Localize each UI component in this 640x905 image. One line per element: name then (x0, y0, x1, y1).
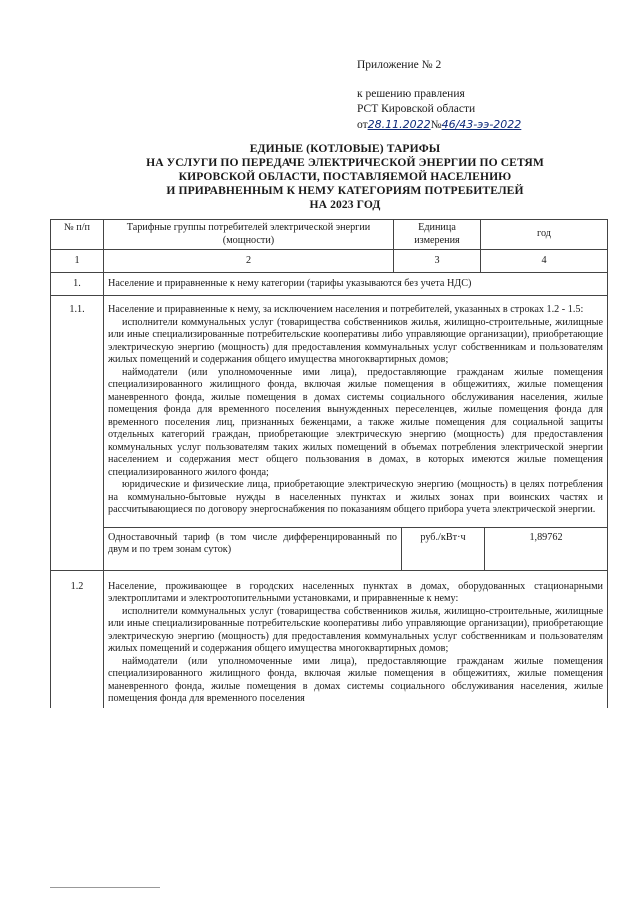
paragraph: исполнители коммунальных услуг (товарищества собственников жилья, жилищно-строительные, жилищные или иные специализированные потребительские кооперативы либо управляющие организации), приобретающие электрическую энергию (мощность) для предоставления коммунальных услуг собственникам и пользователям жилых помещений и содержания общего имущества многоквартирных домов; (108, 316, 603, 365)
tariff-unit: руб./кВт·ч (402, 527, 485, 570)
title-line-4: И ПРИРАВНЕННЫМ К НЕМУ КАТЕГОРИЯМ ПОТРЕБИТЕЛЕЙ (166, 184, 524, 197)
decision-date-line (357, 117, 521, 133)
tariff-value: 1,89762 (485, 527, 608, 570)
title-line-3: КИРОВСКОЙ ОБЛАСТИ, ПОСТАВЛЯЕМОЙ НАСЕЛЕНИЮ (178, 170, 512, 183)
paragraph: юридические и физические лица, приобретающие электрическую энергию (мощность) в целях потребления на коммунально-бытовые нужды в населенных пунктах и жилых зонах при воинских частях и рассчитывающиеся по договору энергоснабжения по показаниям общего прибора учета электрической энергии. (108, 479, 603, 515)
tariff-row (104, 527, 607, 570)
col-number-3: 3 (394, 250, 481, 273)
footer-divider (50, 887, 160, 888)
table-header-row (51, 220, 608, 250)
row-content (104, 296, 608, 571)
tariff-subtable (104, 527, 607, 570)
paragraph: исполнители коммунальных услуг (товарищества собственников жилья, жилищно-строительные, жилищные или иные специализированные потребительские кооперативы либо управляющие организации), приобретающие электрическую энергию (мощность) для предоставления коммунальных услуг собственникам и пользователям жилых помещений и содержания общего имущества многоквартирных домов; (108, 605, 603, 654)
table-row (51, 273, 608, 296)
decision-date: 28.11.2022 (367, 118, 431, 131)
row-text: Население и приравненные к нему категории (тарифы указываются без учета НДС) (104, 273, 608, 296)
document-title (80, 142, 610, 212)
organization-label: РСТ Кировской области (357, 103, 476, 115)
number-prefix: № (430, 119, 442, 131)
from-prefix: от (357, 119, 368, 131)
col-number-4: 4 (481, 250, 608, 273)
title-line-5: НА 2023 ГОД (309, 198, 381, 211)
title-line-2: НА УСЛУГИ ПО ПЕРЕДАЧЕ ЭЛЕКТРИЧЕСКОЙ ЭНЕРГИИ ПО СЕТЯМ (146, 156, 544, 169)
document-header (357, 58, 521, 133)
paragraph: наймодатели (или уполномоченные ими лица), предоставляющие гражданам жилые помещения специализированного жилищного фонда, включая жилые помещения в общежитиях, жилые помещения маневренного фонда, жилые помещения в домах системы социального обслуживания населения, жилые помещения фонда для временного поселения (108, 655, 603, 704)
col-number-2: 2 (104, 250, 394, 273)
tariff-table (50, 219, 608, 708)
paragraph: Население, проживающее в городских населенных пунктах в домах, оборудованных стационарными электроплитами и электроотопительными установками, и приравненные к нему: (108, 580, 603, 604)
row-number: 1.2 (51, 570, 104, 708)
tariff-label: Одноставочный тариф (в том числе дифференцированный по двум и по трем зонам суток) (104, 527, 402, 570)
paragraph: Население и приравненные к нему, за исключением населения и потребителей, указанных в строках 1.2 - 1.5: (108, 304, 584, 315)
row-number: 1. (51, 273, 104, 296)
title-line-1: ЕДИНЫЕ (КОТЛОВЫЕ) ТАРИФЫ (249, 142, 441, 155)
appendix-label: Приложение № 2 (357, 59, 442, 71)
column-number-row (51, 250, 608, 273)
col-number-1: 1 (51, 250, 104, 273)
header-cell-num: № п/п (51, 220, 104, 250)
table-row (51, 296, 608, 571)
header-cell-groups: Тарифные группы потребителей электрической энергии (мощности) (104, 220, 394, 250)
decision-label: к решению правления (357, 88, 465, 100)
decision-number: 46/43-ээ-2022 (441, 118, 522, 131)
header-cell-year: год (481, 220, 608, 250)
header-cell-unit: Единица измерения (394, 220, 481, 250)
table-row (51, 570, 608, 708)
row-content (104, 570, 608, 708)
row-number: 1.1. (51, 296, 104, 571)
paragraph: наймодатели (или уполномоченные ими лица), предоставляющие гражданам жилые помещения специализированного жилищного фонда, включая жилые помещения в общежитиях, жилые помещения маневренного фонда, жилые помещения в домах системы социального обслуживания населения, жилые помещения фонда для временного поселения вынужденных переселенцев, жилые помещения фонда для временного поселения лиц, признанных беженцами, а также жилые помещения для социальной защиты отдельных категорий граждан, приобретающие электрическую энергию (мощность) для предоставления коммунальных услуг пользователям таких жилых помещений в объемах потребления электрической энергии населением и содержания мест общего пользования в домах, в которых имеются жилые помещения специализированного жилого фонда; (108, 366, 603, 478)
